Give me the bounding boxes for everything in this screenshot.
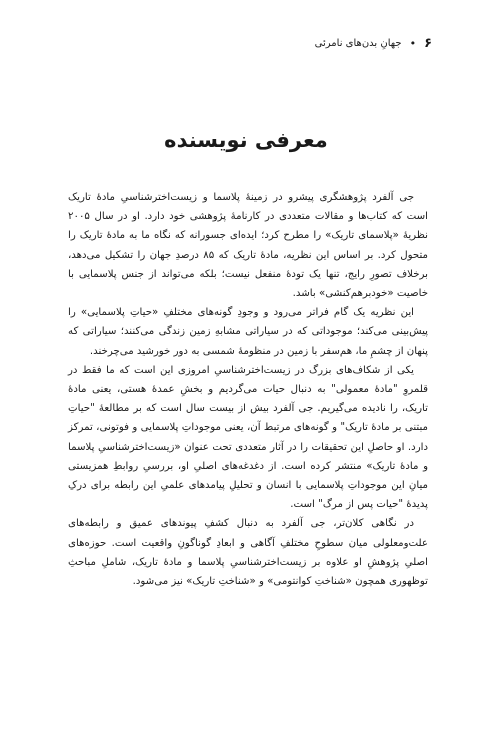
running-header <box>60 34 432 52</box>
paragraph: در نگاهی کلان‌تر، جی آلفرد به دنبال کشفِ پیوندهای عمیق و رابطه‌های علت‌ومعلولی میان سطوحِ مختلفِ آگاهی و ابعادِ گوناگونِ واقعیت است. حوزه‌های اصلیِ پژوهشِ او علاوه بر زیست‌اخترشناسیِ پلاسما و مادهٔ تاریک، شاملِ مباحثِ توظهوری همچون «شناختِ کوانتومی» و «شناختِ تاریک» نیز می‌شود. <box>68 518 428 588</box>
page-number: ۶ <box>424 35 432 51</box>
book-title: جهانِ بدن‌های نامرئی <box>314 37 402 49</box>
body-text <box>68 188 428 591</box>
paragraph: یکی از شکاف‌های بزرگ در زیست‌اخترشناسیِ امروزی این است که ما فقط در قلمروِ "مادهٔ معمولی" به دنبال حیات می‌گردیم و بخشِ عمدهٔ هستی، یعنی مادهٔ تاریک، را نادیده می‌گیریم. جی آلفرد بیش از بیست سال است که بر مطالعهٔ "حیاتِ مبتنی بر مادهٔ تاریک" و گونه‌های مرتبط آن، یعنی موجوداتِ پلاسمایی و فوتونی، تمرکز دارد. او حاصلِ این تحقیقات را در آثار متعددی تحت عنوان «زیست‌اخترشناسیِ پلاسما و مادهٔ تاریک» منتشر کرده است. از دغدغه‌های اصلیِ او، بررسیِ روابطِ همزیستی میانِ این موجوداتِ پلاسمایی با انسان و تحلیلِ پیامدهای علمیِ این رابطه برای درکِ پدیدهٔ "حیات پس از مرگ" است. <box>68 364 428 511</box>
paragraph: جی آلفرد پژوهشگری پیشرو در زمینهٔ پلاسما و زیست‌اخترشناسیِ مادهٔ تاریک است که کتاب‌ها و مقالات متعددی در کارنامهٔ پژوهشی خود دارد. او در سال ۲۰۰۵ نظریهٔ «پلاسمای تاریک» را مطرح کرد؛ ایده‌ای جسورانه که نگاه ما به مادهٔ تاریک را متحول کرد. بر اساس این نظریه، مادهٔ تاریک که ۸۵ درصدِ جهان را تشکیل می‌دهد، برخلاف تصورِ رایج، تنها یک تودهٔ منفعل نیست؛ بلکه می‌تواند از جنس پلاسمایی با خاصیت «خودبرهم‌کنشی» باشد. <box>68 192 428 300</box>
header-bullet: • <box>409 36 417 50</box>
chapter-title: معرفی نویسنده <box>164 128 328 152</box>
paragraph: این نظریه یک گام فراتر می‌رود و وجودِ گونه‌های مختلفِ «حیاتِ پلاسمایی» را پیش‌بینی می‌کند؛ موجوداتی که در سیاراتی مشابهِ زمین زندگی می‌کنند؛ سیاراتی که پنهان از چشمِ ما، هم‌سفر با زمین در منظومهٔ شمسی به دور خورشید می‌چرخند. <box>68 307 428 357</box>
